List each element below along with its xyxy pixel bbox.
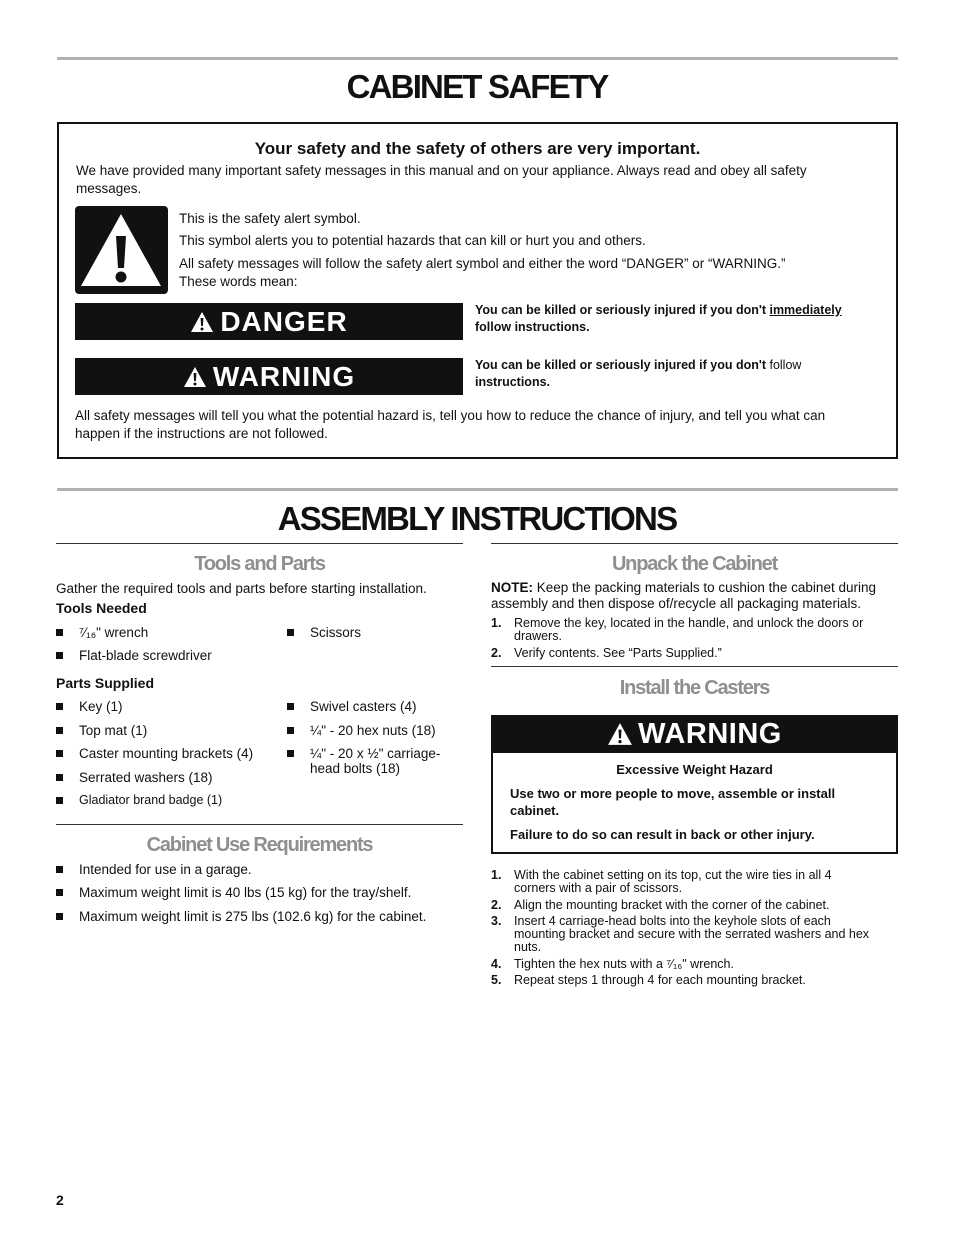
hazard-title: Excessive Weight Hazard — [616, 762, 773, 777]
alert-triangle-icon — [607, 722, 633, 746]
alert-triangle-icon — [190, 311, 214, 333]
note-line2: assembly and then dispose of/recycle all packaging materials. — [491, 596, 861, 611]
hazard-line2: cabinet. — [510, 803, 560, 818]
warning-text-c: instructions. — [475, 375, 551, 389]
danger-signal-bar — [75, 303, 463, 340]
tools-parts-rule — [56, 543, 463, 544]
unpack-rule — [491, 543, 898, 544]
assembly-title: ASSEMBLY INSTRUCTIONS — [277, 500, 677, 537]
hazard-line3: Failure to do so can result in back or other injury. — [510, 827, 815, 842]
danger-text-c: follow instructions. — [475, 320, 590, 334]
use-req-heading: Cabinet Use Requirements — [146, 834, 373, 856]
danger-text-a: You can be killed or seriously injured if you don't — [475, 303, 766, 317]
warning-text-b: follow — [769, 358, 802, 372]
warning-text-a: You can be killed or seriously injured if you don't — [475, 358, 766, 372]
warning-text — [475, 357, 895, 391]
symbol-line2: This symbol alerts you to potential hazards that can kill or hurt you and others. — [179, 233, 646, 248]
tools-needed-label: Tools Needed — [56, 600, 147, 616]
symbol-line4: These words mean: — [179, 274, 298, 289]
safety-intro-line1: We have provided many important safety messages in this manual and on your appliance. Always read and obey all safety — [76, 163, 807, 178]
safety-intro-line2: messages. — [76, 181, 142, 196]
casters-rule — [491, 666, 898, 667]
casters-warning-bar — [491, 715, 898, 753]
danger-text — [475, 302, 895, 336]
top-rule — [57, 57, 898, 60]
danger-label: DANGER — [220, 305, 348, 337]
note-label: NOTE: — [491, 580, 533, 595]
hazard-line1: Use two or more people to move, assemble or install — [510, 786, 836, 801]
warning-signal-bar — [75, 358, 463, 395]
list-item-continued: head bolts (18) — [310, 761, 401, 776]
tools-parts-heading: Tools and Parts — [194, 553, 325, 575]
page-number: 2 — [56, 1192, 64, 1208]
assembly-rule — [57, 488, 898, 491]
parts-supplied-label: Parts Supplied — [56, 675, 155, 691]
warning-label: WARNING — [212, 360, 356, 392]
unpack-heading: Unpack the Cabinet — [611, 553, 778, 575]
note-line1: Keep the packing materials to cushion the cabinet during — [536, 580, 876, 595]
unpack-note — [491, 580, 901, 612]
alert-triangle-icon — [183, 366, 207, 388]
danger-text-b: immediately — [769, 303, 842, 317]
tools-parts-intro: Gather the required tools and parts before starting installation. — [56, 581, 427, 596]
symbol-line1: This is the safety alert symbol. — [179, 211, 361, 226]
cabinet-safety-title: CABINET SAFETY — [346, 68, 608, 105]
safety-alert-icon — [75, 206, 168, 294]
casters-heading: Install the Casters — [619, 677, 770, 699]
safety-footer-line2: happen if the instructions are not followed. — [75, 426, 328, 441]
safety-headline: Your safety and the safety of others are very important. — [254, 139, 701, 158]
casters-warning-label: WARNING — [638, 717, 782, 750]
symbol-line3: All safety messages will follow the safety alert symbol and either the word “DANGER” or “WARNING.” — [179, 256, 786, 271]
safety-footer-line1: All safety messages will tell you what the potential hazard is, tell you how to reduce the chance of injury, and tell you what can — [75, 408, 826, 423]
use-req-rule — [56, 824, 463, 825]
